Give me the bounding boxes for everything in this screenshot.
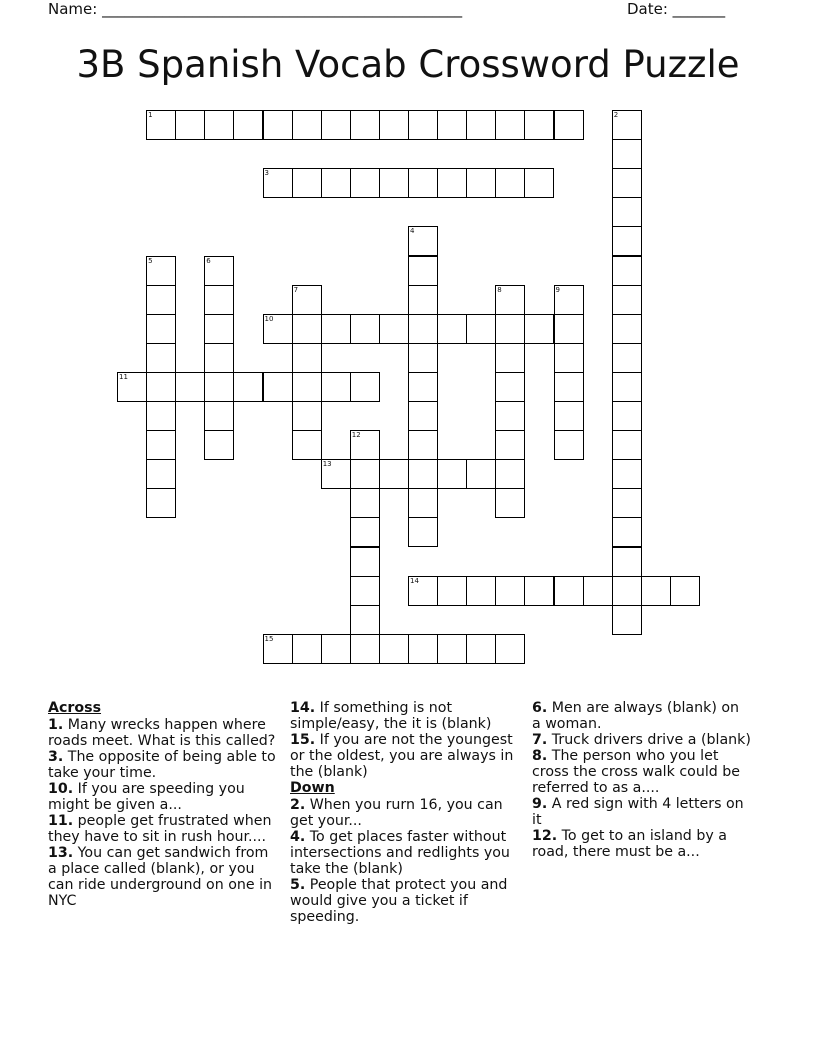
grid-cell[interactable] — [350, 168, 380, 198]
down-heading: Down — [290, 780, 335, 796]
clue-text: Truck drivers drive a (blank) — [547, 732, 751, 748]
clue-item — [290, 877, 525, 925]
grid-cell[interactable] — [350, 605, 380, 635]
grid-cell[interactable] — [350, 314, 380, 344]
clue-number-label: 3 — [264, 169, 269, 178]
clue-item — [532, 700, 752, 732]
clue-number-label: 7 — [293, 285, 299, 294]
grid-cell[interactable] — [408, 401, 438, 431]
grid-cell[interactable] — [495, 168, 525, 198]
grid-cell[interactable] — [408, 168, 438, 198]
grid-cell[interactable] — [292, 634, 322, 664]
grid-cell[interactable] — [437, 459, 467, 489]
grid-cell[interactable] — [350, 459, 380, 489]
clue-item — [532, 796, 752, 828]
grid-cell[interactable] — [350, 372, 380, 402]
grid-cell[interactable] — [466, 314, 496, 344]
grid-cell[interactable] — [146, 343, 176, 373]
grid-cell[interactable] — [554, 401, 584, 431]
grid-cell[interactable] — [350, 634, 380, 664]
clue-number-label: 1 — [148, 111, 153, 119]
clues-column-2 — [290, 700, 525, 925]
grid-cell[interactable] — [612, 547, 642, 577]
grid-cell[interactable] — [292, 372, 322, 402]
grid-cell[interactable] — [321, 110, 351, 140]
grid-cell[interactable] — [495, 401, 525, 431]
grid-cell[interactable] — [408, 314, 438, 344]
grid-cell[interactable] — [495, 634, 525, 664]
grid-cell[interactable] — [554, 314, 584, 344]
grid-cell[interactable] — [554, 343, 584, 373]
grid-cell[interactable] — [146, 314, 176, 344]
clue-number-label: 14 — [410, 576, 419, 585]
grid-cell[interactable] — [379, 314, 409, 344]
clue-text: If you are not the youngest or the oldest, you are always in the (blank) — [290, 732, 514, 780]
grid-cell[interactable] — [495, 372, 525, 402]
grid-cell[interactable] — [466, 576, 496, 606]
grid-cell[interactable] — [437, 168, 467, 198]
clue-number-label: 6 — [206, 256, 211, 265]
clue-text: If you are speeding you might be given a... — [48, 781, 245, 813]
grid-cell[interactable] — [612, 459, 642, 489]
grid-cell[interactable] — [204, 430, 234, 460]
grid-cell[interactable] — [146, 285, 176, 315]
clue-text: The person who you let cross the cross walk could be referred to as a.... — [532, 748, 741, 796]
grid-cell[interactable] — [350, 576, 380, 606]
grid-cell[interactable] — [437, 314, 467, 344]
grid-cell[interactable] — [612, 488, 642, 518]
grid-cell[interactable] — [408, 634, 438, 664]
clue-number: 12. — [532, 828, 558, 844]
grid-cell[interactable] — [350, 517, 380, 547]
grid-cell[interactable] — [612, 576, 642, 606]
grid-cell[interactable] — [612, 401, 642, 431]
clue-text: Men are always (blank) on a woman. — [532, 700, 740, 732]
grid-cell[interactable] — [612, 285, 642, 315]
grid-cell[interactable] — [612, 226, 642, 256]
grid-cell[interactable] — [495, 576, 525, 606]
clue-item — [48, 717, 280, 749]
grid-cell[interactable] — [350, 547, 380, 577]
grid-cell[interactable] — [495, 459, 525, 489]
grid-cell[interactable] — [233, 110, 263, 140]
grid-cell[interactable] — [292, 430, 322, 460]
grid-cell[interactable] — [437, 634, 467, 664]
grid-cell[interactable] — [292, 168, 322, 198]
clue-text: The opposite of being able to take your time. — [48, 749, 276, 781]
grid-cell[interactable] — [524, 110, 554, 140]
clue-number: 7. — [532, 732, 548, 748]
clue-number: 1. — [48, 717, 64, 733]
grid-cell[interactable] — [554, 576, 584, 606]
grid-cell[interactable] — [379, 459, 409, 489]
grid-cell[interactable] — [146, 372, 176, 402]
clue-number: 4. — [290, 829, 306, 845]
clue-number-label: 8 — [497, 285, 502, 294]
clue-number: 15. — [290, 732, 316, 748]
grid-cell[interactable] — [408, 459, 438, 489]
clue-text: To get to an island by a road, there must be a... — [532, 828, 727, 860]
grid-cell[interactable] — [146, 401, 176, 431]
grid-cell[interactable] — [495, 343, 525, 373]
grid-cell[interactable] — [612, 314, 642, 344]
clue-item — [532, 732, 752, 748]
grid-cell[interactable] — [466, 110, 496, 140]
grid-cell[interactable] — [641, 576, 671, 606]
grid-cell[interactable] — [175, 110, 205, 140]
grid-cell[interactable] — [146, 459, 176, 489]
across-heading: Across — [48, 700, 102, 716]
grid-cell[interactable] — [612, 372, 642, 402]
clue-text: You can get sandwich from a place called (blank), or you can ride underground on one in NYC — [48, 845, 273, 909]
grid-cell[interactable] — [175, 372, 205, 402]
clue-number: 3. — [48, 749, 64, 765]
clue-item — [532, 828, 752, 860]
clue-number-label: 10 — [264, 314, 274, 323]
grid-cell[interactable] — [524, 576, 554, 606]
grid-cell[interactable] — [524, 168, 554, 198]
clue-number: 14. — [290, 700, 316, 716]
name-field-label[interactable]: Name: ________________________________________________ — [48, 0, 463, 18]
clue-number: 2. — [290, 797, 306, 813]
grid-cell[interactable] — [495, 488, 525, 518]
grid-cell[interactable] — [612, 605, 642, 635]
clue-number: 8. — [532, 748, 548, 764]
clue-item — [290, 732, 525, 780]
clues-column-3 — [532, 700, 752, 860]
grid-cell[interactable] — [204, 343, 234, 373]
clue-number-label: 11 — [119, 372, 128, 381]
grid-cell[interactable] — [350, 110, 380, 140]
clue-item — [48, 813, 280, 845]
grid-cell[interactable] — [292, 314, 322, 344]
grid-cell[interactable] — [437, 576, 467, 606]
clue-number: 13. — [48, 845, 74, 861]
clue-number: 5. — [290, 877, 306, 893]
grid-cell[interactable] — [670, 576, 700, 606]
clue-item — [48, 781, 280, 813]
grid-cell[interactable] — [263, 372, 293, 402]
grid-cell[interactable] — [263, 110, 293, 140]
grid-cell[interactable] — [408, 110, 438, 140]
clue-number-label: 13 — [322, 460, 332, 469]
clue-item — [290, 797, 525, 829]
clue-item — [290, 829, 525, 877]
clue-text: If something is not simple/easy, the it is (blank) — [290, 700, 492, 732]
grid-cell[interactable] — [583, 576, 613, 606]
grid-cell[interactable] — [408, 285, 438, 315]
clue-number: 9. — [532, 796, 548, 812]
grid-cell[interactable] — [554, 110, 584, 140]
grid-cell[interactable] — [408, 430, 438, 460]
clue-number: 6. — [532, 700, 548, 716]
grid-cell[interactable] — [466, 459, 496, 489]
clue-text: To get places faster without intersections and redlights you take the (blank) — [290, 829, 510, 877]
grid-cell[interactable] — [233, 372, 263, 402]
grid-cell[interactable] — [612, 168, 642, 198]
clue-text: People that protect you and would give you a ticket if speeding. — [290, 877, 508, 925]
page-title: 3B Spanish Vocab Crossword Puzzle — [76, 43, 740, 86]
grid-cell[interactable] — [612, 343, 642, 373]
grid-cell[interactable] — [379, 168, 409, 198]
clues-column-1 — [48, 700, 280, 909]
grid-cell[interactable] — [495, 314, 525, 344]
clue-text: When you rurn 16, you can get your... — [290, 797, 503, 829]
clue-item — [532, 748, 752, 796]
grid-cell[interactable] — [612, 430, 642, 460]
clue-number-label: 12 — [351, 431, 361, 440]
grid-cell[interactable] — [204, 372, 234, 402]
grid-cell[interactable] — [408, 517, 438, 547]
grid-cell[interactable] — [321, 372, 351, 402]
clue-number-label: 15 — [264, 634, 274, 643]
clue-item — [48, 749, 280, 781]
grid-cell[interactable] — [554, 372, 584, 402]
grid-cell[interactable] — [204, 314, 234, 344]
grid-cell[interactable] — [612, 517, 642, 547]
clue-number-label: 4 — [410, 227, 415, 236]
grid-cell[interactable] — [495, 430, 525, 460]
grid-cell[interactable] — [292, 401, 322, 431]
grid-cell[interactable] — [524, 314, 554, 344]
grid-cell[interactable] — [612, 256, 642, 286]
grid-cell[interactable] — [292, 343, 322, 373]
grid-cell[interactable] — [204, 285, 234, 315]
clue-text: people get frustrated when they have to sit in rush hour.... — [48, 813, 272, 845]
grid-cell[interactable] — [350, 488, 380, 518]
grid-cell[interactable] — [408, 256, 438, 286]
clue-number-label: 5 — [148, 256, 153, 265]
grid-cell[interactable] — [204, 401, 234, 431]
clue-number: 10. — [48, 781, 74, 797]
grid-cell[interactable] — [146, 430, 176, 460]
grid-cell[interactable] — [612, 197, 642, 227]
grid-cell[interactable] — [554, 430, 584, 460]
grid-cell[interactable] — [379, 634, 409, 664]
clue-number-label: 2 — [613, 111, 619, 119]
clue-item — [290, 700, 525, 732]
grid-cell[interactable] — [495, 110, 525, 140]
clue-number: 11. — [48, 813, 74, 829]
grid-cell[interactable] — [437, 110, 467, 140]
clue-text: Many wrecks happen where roads meet. What is this called? — [48, 717, 276, 749]
grid-cell[interactable] — [612, 139, 642, 169]
grid-cell[interactable] — [321, 634, 351, 664]
grid-cell[interactable] — [204, 110, 234, 140]
grid-cell[interactable] — [321, 168, 351, 198]
grid-cell[interactable] — [408, 488, 438, 518]
grid-cell[interactable] — [321, 314, 351, 344]
grid-cell[interactable] — [379, 110, 409, 140]
grid-cell[interactable] — [408, 343, 438, 373]
grid-cell[interactable] — [146, 488, 176, 518]
grid-cell[interactable] — [292, 110, 322, 140]
clue-item — [48, 845, 280, 909]
date-field-label[interactable]: Date: _______ — [627, 0, 726, 18]
clue-text: A red sign with 4 letters on it — [532, 796, 744, 828]
grid-cell[interactable] — [408, 372, 438, 402]
grid-cell[interactable] — [466, 634, 496, 664]
clue-number-label: 9 — [555, 285, 560, 294]
grid-cell[interactable] — [466, 168, 496, 198]
